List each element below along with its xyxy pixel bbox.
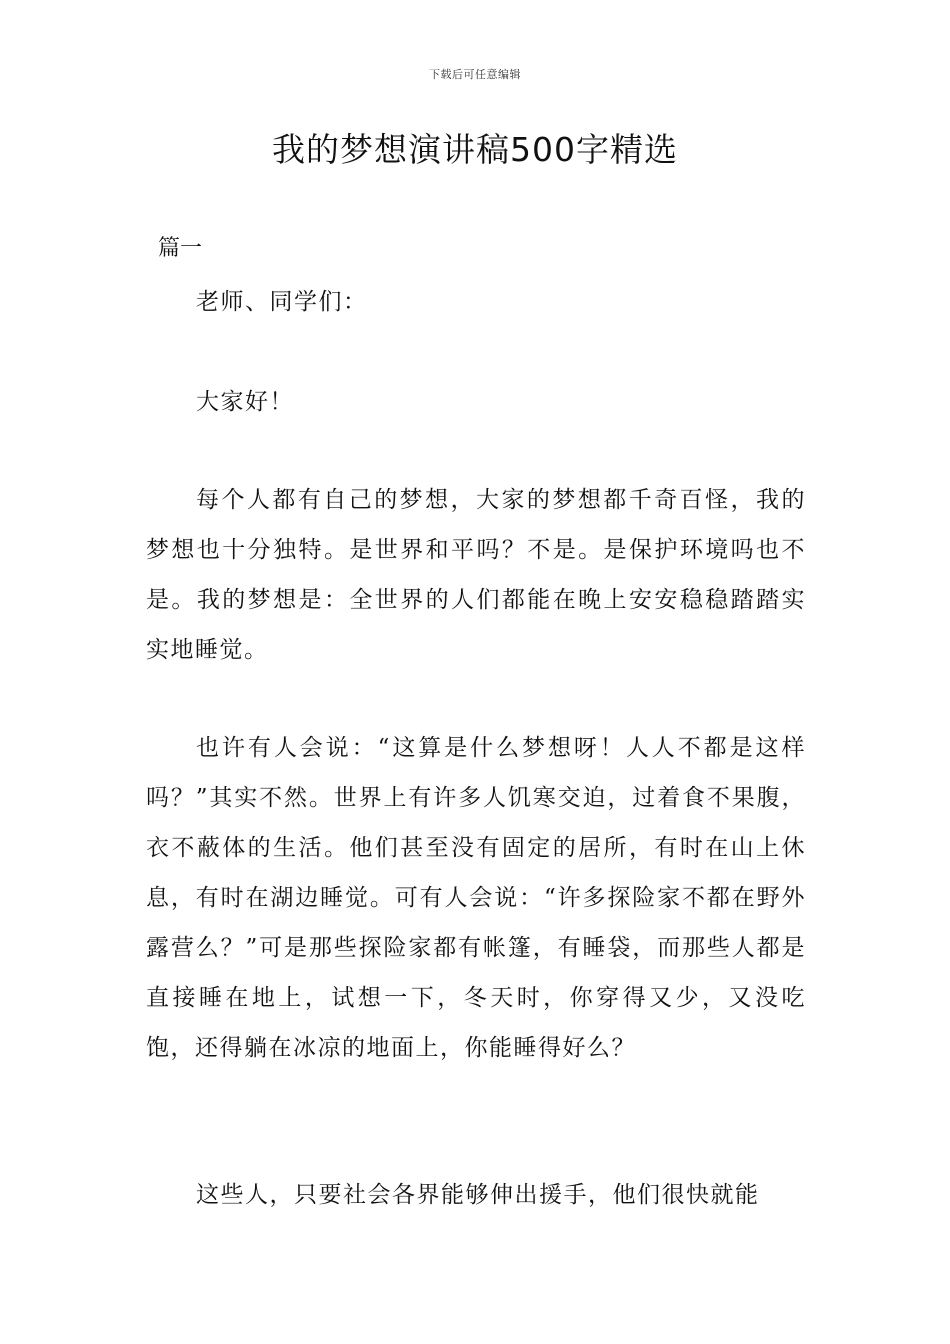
paragraph-dream: 每个人都有自己的梦想，大家的梦想都千奇百怪，我的梦想也十分独特。是世界和平吗？不是。是保护环境吗也不是。我的梦想是：全世界的人们都能在晚上安安稳稳踏踏实实地睡觉。 — [146, 487, 806, 663]
section-label: 篇一 — [158, 236, 203, 261]
paragraph-greeting: 老师、同学们： — [196, 289, 368, 315]
paragraph-hello: 大家好！ — [196, 389, 294, 415]
paragraph-objection: 也许有人会说：“这算是什么梦想呀！人人不都是这样吗？”其实不然。世界上有许多人饥寒交迫，过着食不果腹，衣不蔽体的生活。他们甚至没有固定的居所，有时在山上休息，有时在湖边睡觉。可有人会说：“许多探险家不都在野外露营么？”可是那些探险家都有帐篷，有睡袋，而那些人都是直接睡在地上，试想一下，冬天时，你穿得又少，又没吃饱，还得躺在冰凉的地面上，你能睡得好么？ — [146, 735, 806, 1061]
header-note: 下载后可任意编辑 — [429, 68, 521, 81]
document-title: 我的梦想演讲稿500字精选 — [272, 130, 678, 169]
paragraph-help: 这些人，只要社会各界能够伸出援手，他们很快就能 — [196, 1182, 760, 1208]
